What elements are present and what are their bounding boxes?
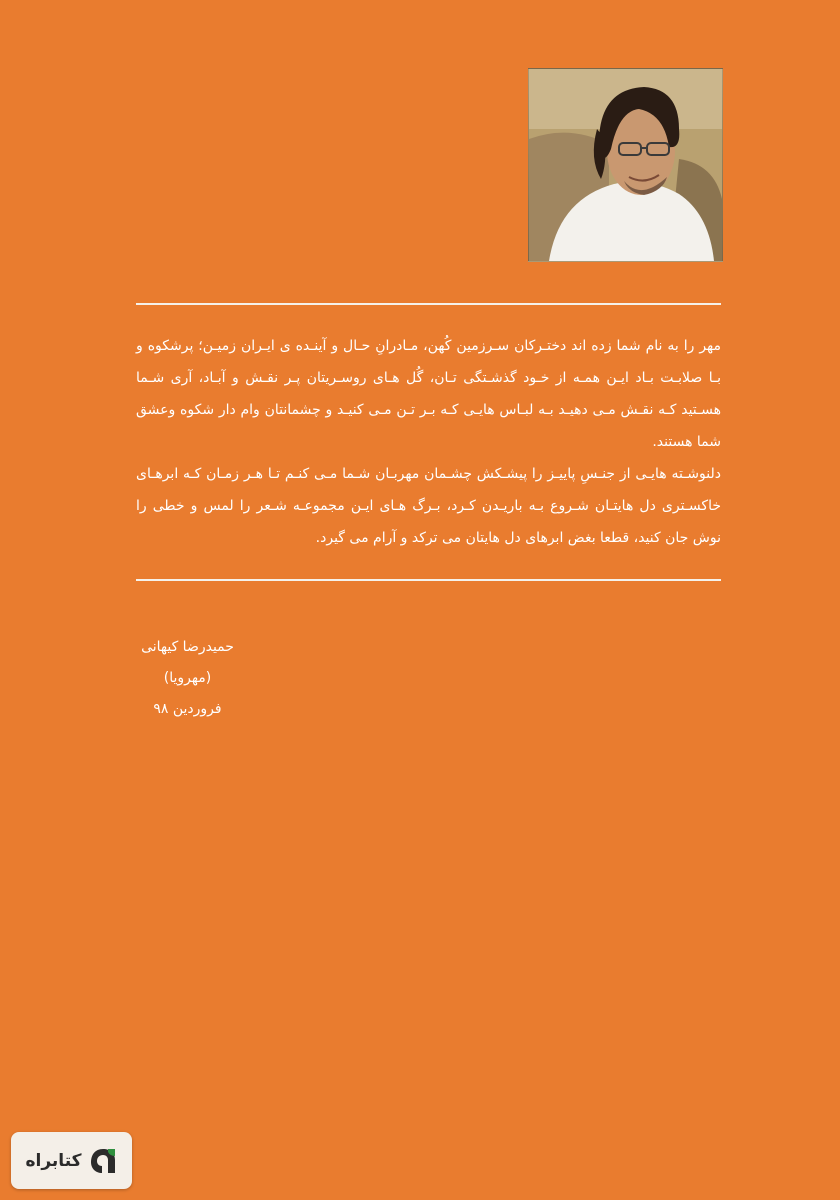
ketabrah-label: کتابراه (25, 1150, 82, 1171)
author-photo (528, 68, 723, 262)
signature-date: فروردین ۹۸ (153, 701, 222, 717)
author-name: حمیدرضا کیهانی (141, 639, 234, 655)
author-pen-name: (مهرویا) (163, 670, 212, 686)
author-portrait-illustration (529, 69, 722, 261)
dedication-paragraph-2: دلنوشـته هایـی از جنـسِ پاییـز را پیشـکش چشـمان مهربـان شـما مـی کنـم تـا هـر زمـان کـه ابرهـای خاکسـتری دل هایتـان شـروع بـه باریـدن کـرد، بـرگ هـای ایـن مجموعـه شـعر را لمس و خطی را نوش جان کنید، قطعا بغض ابرهای دل هایتان می ترکد و آرام می گیرد. (136, 466, 721, 546)
author-signature (130, 632, 245, 725)
ketabrah-logo-icon (88, 1146, 118, 1176)
dedication-paragraph-1: مهر را به نام شما زده اند دختـرکان سـرزمین کُهن، مـادرانِ حـال و آینـده ی ایـران زمیـن؛ پرشکوه و بـا صلابـت بـاد ایـن همـه از خـود گذشـتگی تـان، گُل هـای روسـریتان پـر نقـش و آبـاد، آری شـما هسـتید کـه نقـش مـی دهیـد بـه لبـاس هایـی کـه بـر تـن مـی کنیـد و چشمانتان وام دار شکوه وعشق شما هستند. (136, 338, 721, 450)
top-divider (136, 303, 721, 305)
dedication-text (136, 330, 721, 554)
bottom-divider (136, 579, 721, 581)
ketabrah-badge[interactable] (11, 1132, 132, 1189)
